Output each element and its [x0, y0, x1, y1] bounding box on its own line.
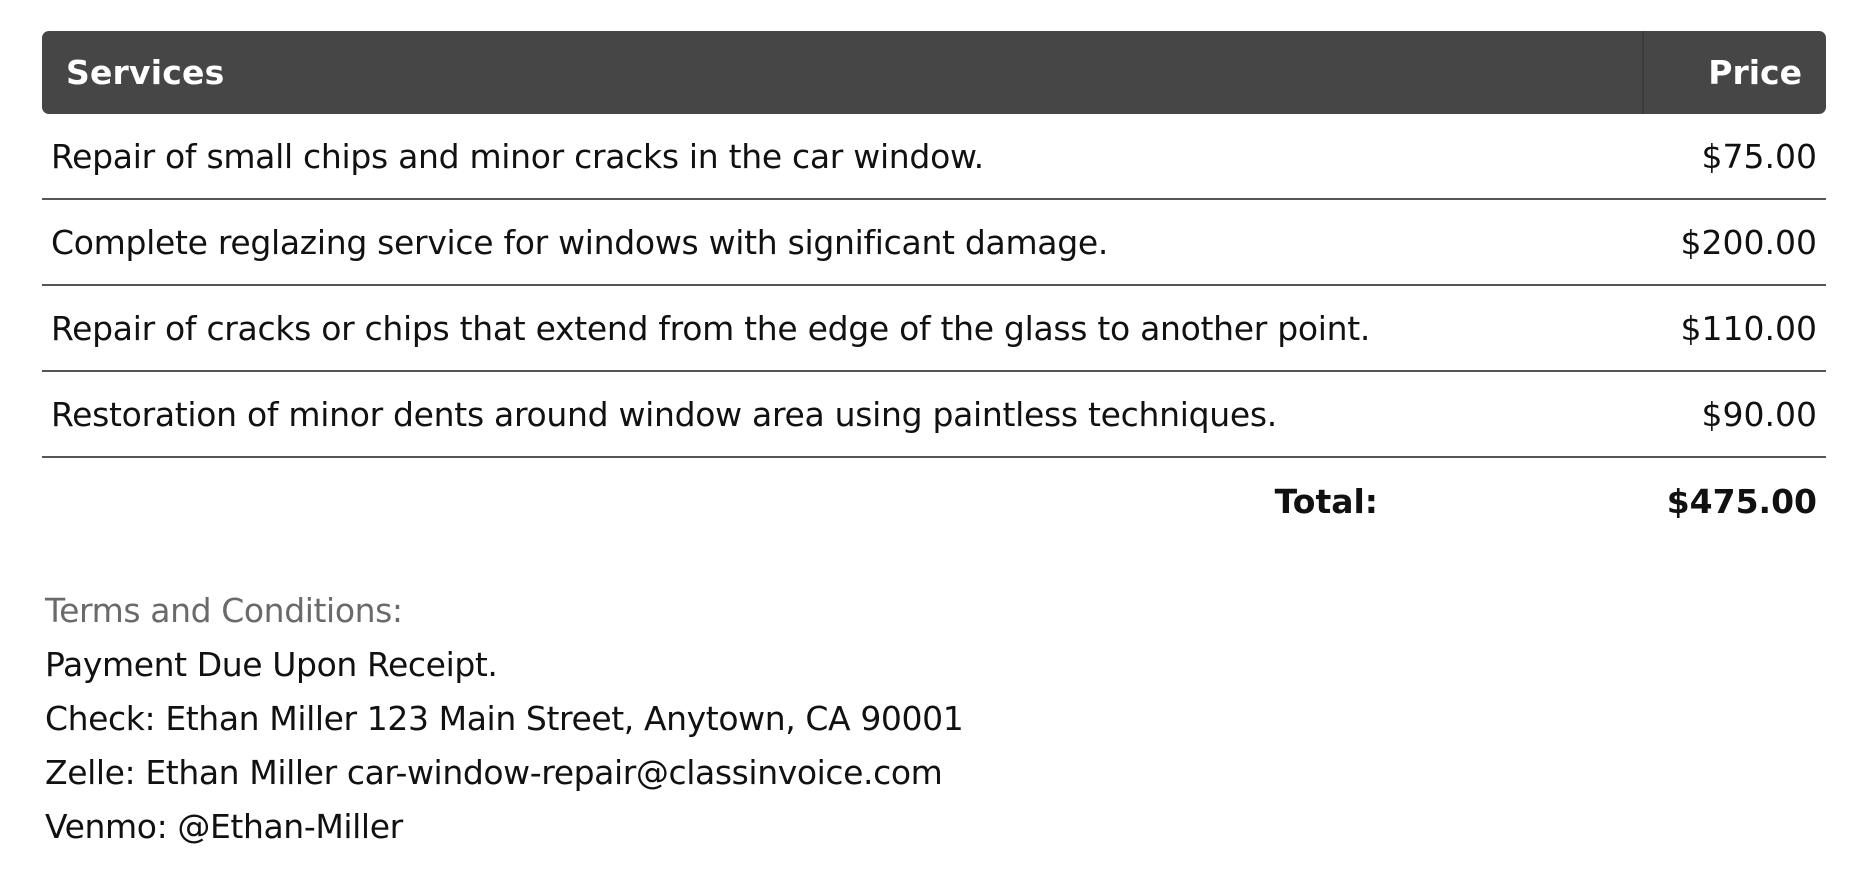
service-price: $75.00 — [1701, 136, 1817, 176]
table-row — [42, 286, 1826, 372]
service-description: Repair of cracks or chips that extend from the edge of the glass to another point. — [51, 308, 1371, 348]
total-row — [42, 458, 1826, 544]
service-price: $90.00 — [1701, 394, 1817, 434]
column-header-services: Services — [66, 53, 225, 92]
table-row — [42, 114, 1826, 200]
table-row — [42, 372, 1826, 458]
service-description: Restoration of minor dents around window area using paintless techniques. — [51, 394, 1277, 434]
column-header-price: Price — [1642, 31, 1826, 114]
terms-title: Terms and Conditions: — [45, 591, 403, 630]
total-label: Total: — [1274, 481, 1378, 521]
total-value: $475.00 — [1666, 481, 1817, 521]
table-header — [42, 31, 1826, 114]
terms-zelle-info: Zelle: Ethan Miller car-window-repair@classinvoice.com — [45, 753, 943, 792]
services-table — [42, 31, 1826, 544]
terms-section — [45, 584, 963, 854]
service-price: $200.00 — [1680, 222, 1817, 262]
service-price: $110.00 — [1680, 308, 1817, 348]
service-description: Complete reglazing service for windows with significant damage. — [51, 222, 1109, 262]
terms-check-info: Check: Ethan Miller 123 Main Street, Anytown, CA 90001 — [45, 699, 964, 738]
table-row — [42, 200, 1826, 286]
terms-payment-due: Payment Due Upon Receipt. — [45, 645, 498, 684]
service-description: Repair of small chips and minor cracks in the car window. — [51, 136, 984, 176]
terms-venmo-info: Venmo: @Ethan-Miller — [45, 807, 403, 846]
